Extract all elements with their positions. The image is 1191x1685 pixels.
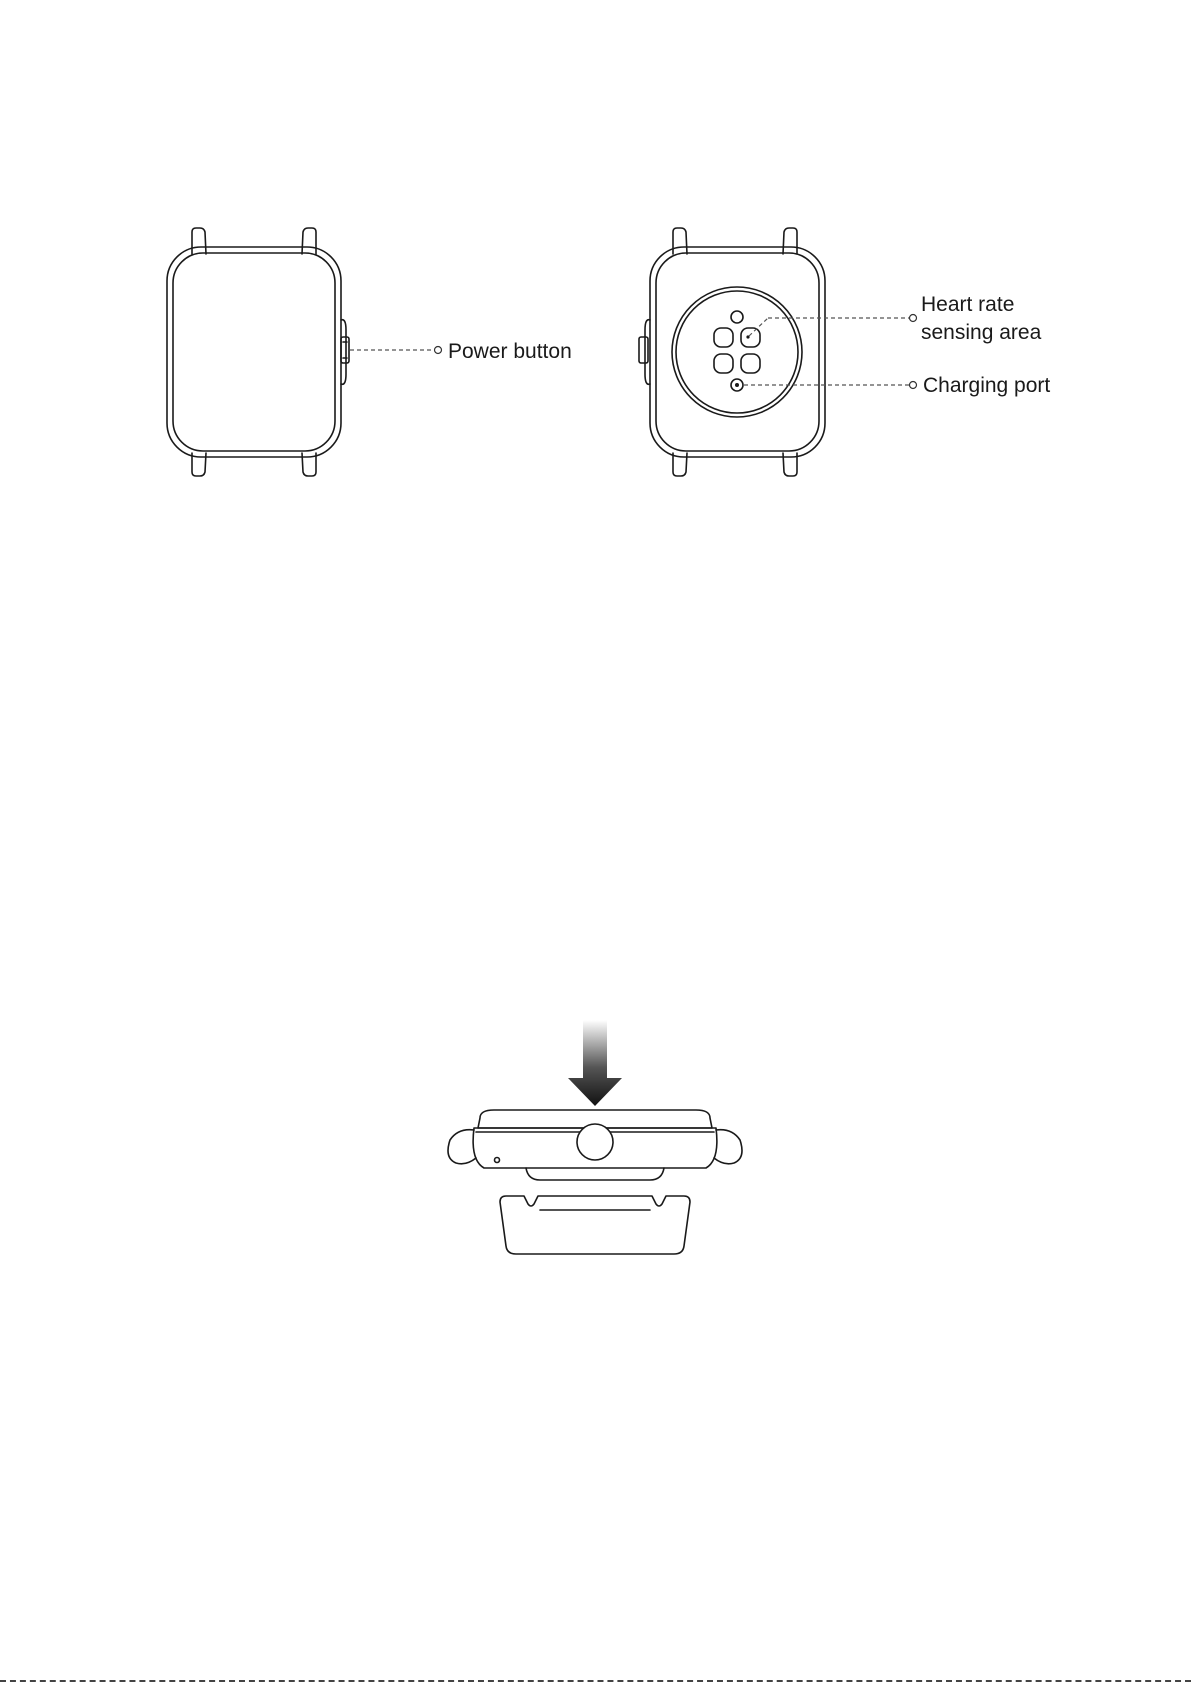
sensor-pad-2 [741, 328, 760, 347]
sensor-bump [526, 1168, 664, 1180]
front-case-outer [167, 247, 341, 457]
left-strap-stub [448, 1130, 476, 1164]
sensor-disk-outer [672, 287, 802, 417]
charging-port-dot [735, 383, 739, 387]
heart-rate-label-line1: Heart rate [921, 293, 1015, 316]
side-crown [577, 1124, 613, 1160]
charging-port-leader-dot [910, 382, 917, 389]
back-lug-top-left [673, 228, 687, 254]
front-lug-top-right [302, 228, 316, 254]
power-button-leader-dot [435, 347, 442, 354]
back-lug-top-right [783, 228, 797, 254]
charging-port-label: Charging port [923, 374, 1051, 397]
insert-arrow [568, 1020, 622, 1106]
heart-rate-leader-dot [910, 315, 917, 322]
power-button-label: Power button [448, 340, 572, 363]
front-case-inner [173, 253, 335, 451]
right-strap-stub [714, 1130, 742, 1164]
front-power-button [341, 337, 349, 363]
front-lug-top-left [192, 228, 206, 254]
charger-dock [500, 1196, 690, 1254]
sensor-pad-3 [714, 354, 733, 373]
charging-diagram [0, 1010, 1191, 1330]
side-small-dot [495, 1158, 500, 1163]
watch-front-diagram [0, 0, 1191, 520]
sensor-top-dot [731, 311, 743, 323]
sensor-pad-4 [741, 354, 760, 373]
sensor-disk-inner [676, 291, 798, 413]
sensor-pad-1 [714, 328, 733, 347]
heart-rate-leader-diag [749, 318, 768, 336]
back-case-inner [656, 253, 819, 451]
back-crown [639, 337, 648, 363]
heart-rate-label-line2: sensing area [921, 321, 1042, 344]
page-bottom-rule [0, 1680, 1191, 1682]
